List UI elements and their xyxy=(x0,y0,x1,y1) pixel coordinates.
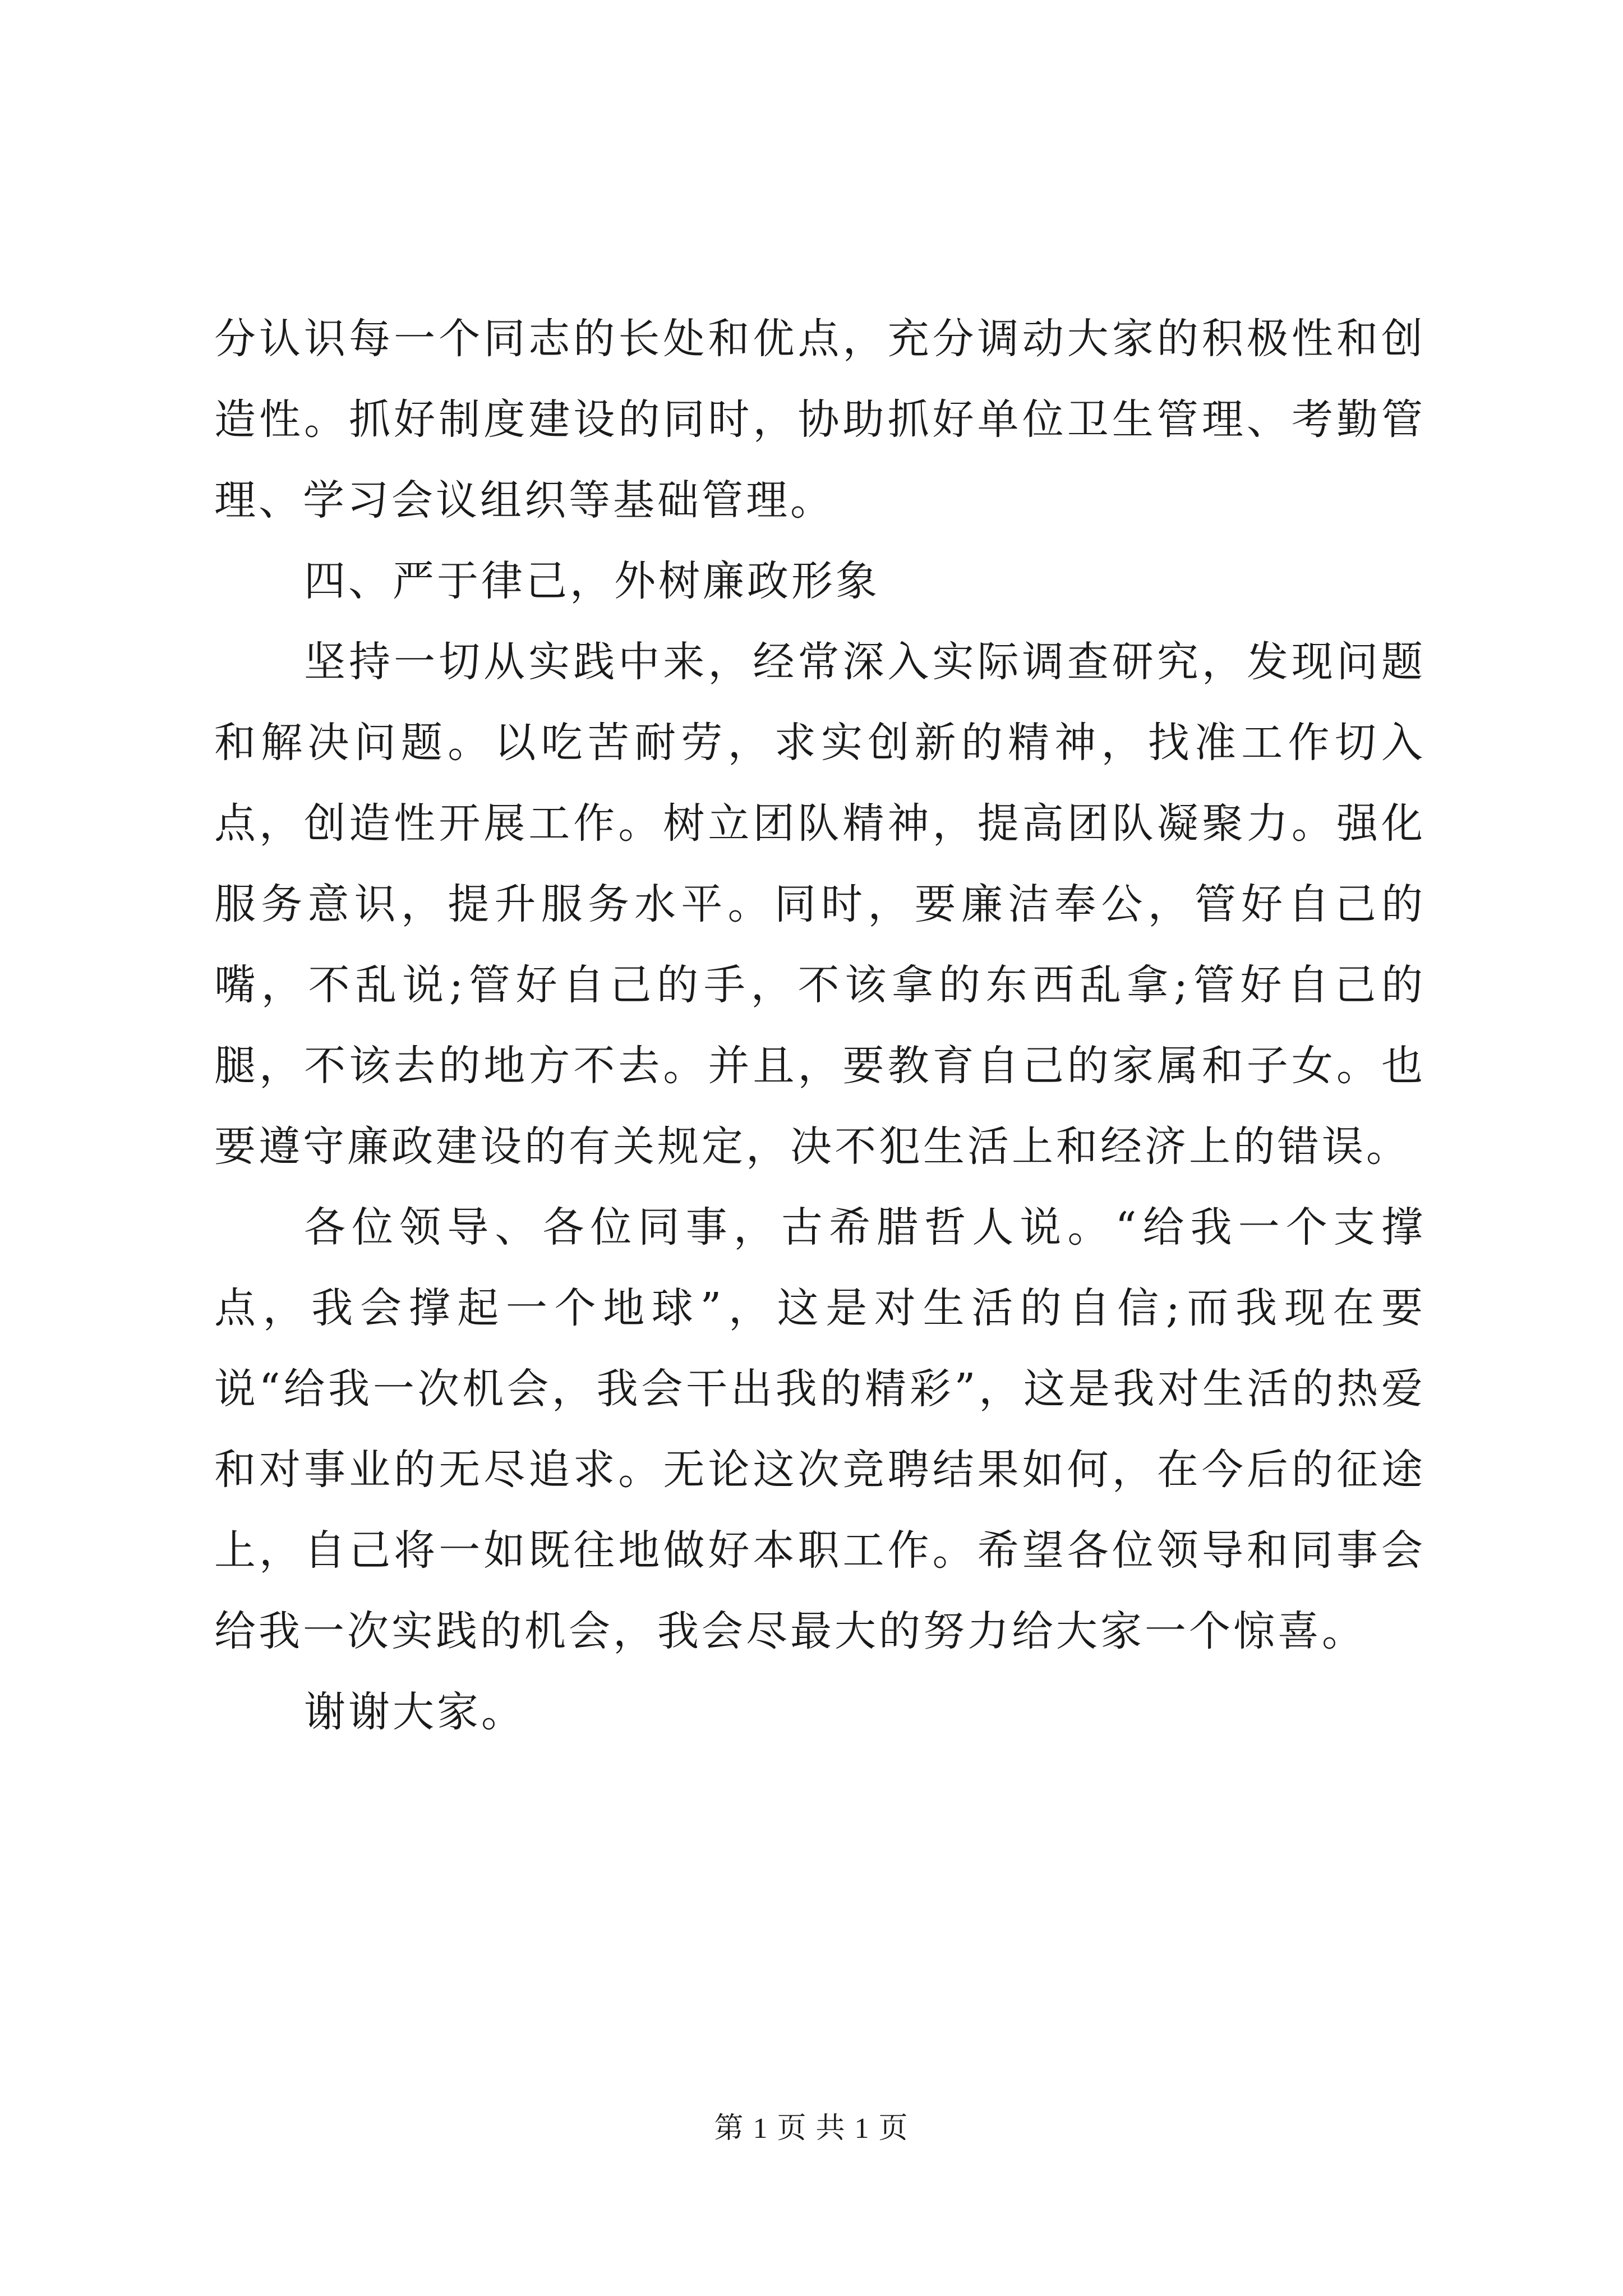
paragraph-self-discipline: 坚持一切从实践中来，经常深入实际调查研究，发现问题和解决问题。以吃苦耐劳，求实创新的精神，找准工作切入点，创造性开展工作。树立团队精神，提高团队凝聚力。强化服务意识，提升服务水平。同时，要廉洁奉公，管好自己的嘴，不乱说;管好自己的手，不该拿的东西乱拿;管好自己的腿，不该去的地方不去。并且，要教育自己的家属和子女。也要遵守廉政建设的有关规定，决不犯生活上和经济上的错误。 xyxy=(214,638,1426,1171)
page-number-footer: 第 1 页 共 1 页 xyxy=(714,2113,909,2145)
paragraph-continuation: 分认识每一个同志的长处和优点，充分调动大家的积极性和创造性。抓好制度建设的同时，协助抓好单位卫生管理、考勤管理、学习会议组织等基础管理。 xyxy=(214,315,1426,524)
paragraph-thanks: 谢谢大家。 xyxy=(304,1688,525,1736)
paragraph-closing-remarks: 各位领导、各位同事，古希腊哲人说。“给我一个支撑点，我会撑起一个地球”，这是对生活的自信;而我现在要说“给我一次机会，我会干出我的精彩”，这是我对生活的热爱和对事业的无尽追求。无论这次竞聘结果如何，在今后的征途上，自己将一如既往地做好本职工作。希望各位领导和同事会给我一次实践的机会，我会尽最大的努力给大家一个惊喜。 xyxy=(214,1203,1426,1655)
document-body xyxy=(214,298,1426,1752)
section-heading: 四、严于律己，外树廉政形象 xyxy=(304,557,880,605)
